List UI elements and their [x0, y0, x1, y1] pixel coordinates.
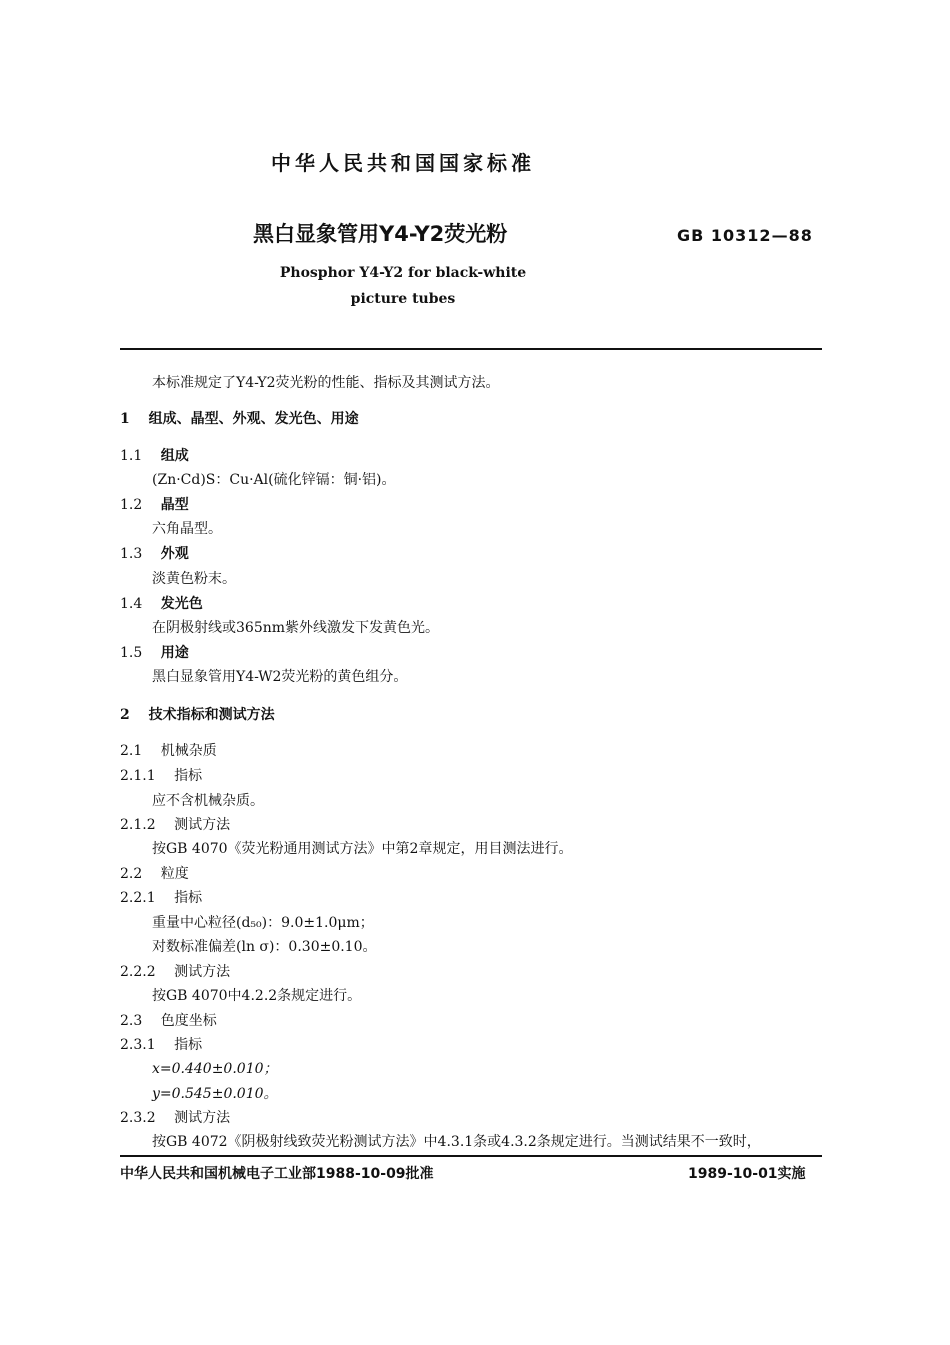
- clause-title: 指标: [174, 768, 203, 784]
- clause-1-4-heading: [120, 593, 203, 613]
- clause-number: 2.3: [120, 1013, 143, 1029]
- clause-title: 色度坐标: [160, 1013, 217, 1029]
- title-en-line2: picture tubes: [350, 291, 456, 307]
- clause-1-1-text: (Zn·Cd)S：Cu·Al(硫化锌镉：铜·铝)。: [152, 472, 396, 488]
- header-rule: [120, 348, 822, 350]
- clause-number: 2.1.1: [120, 768, 156, 784]
- clause-number: 1.1: [120, 448, 143, 464]
- approval-line: 中华人民共和国机械电子工业部1988-10-09批准: [120, 1166, 434, 1182]
- clause-title: 用途: [160, 645, 189, 661]
- clause-2-1-1-heading: [120, 765, 202, 785]
- clause-title: 发光色: [160, 596, 203, 612]
- clause-1-3-text: 淡黄色粉末。: [152, 571, 236, 587]
- clause-number: 1.3: [120, 546, 143, 562]
- clause-number: 2.3.1: [120, 1037, 156, 1053]
- clause-number: 2.1.2: [120, 817, 156, 833]
- chromaticity-x-line: x=0.440±0.010；: [152, 1061, 278, 1077]
- section-2-heading: [120, 704, 275, 724]
- clause-2-1-1-text: 应不含机械杂质。: [152, 793, 264, 809]
- section-title: 技术指标和测试方法: [148, 707, 275, 723]
- clause-number: 2.1: [120, 743, 143, 759]
- clause-2-2-2-text: 按GB 4070中4.2.2条规定进行。: [152, 988, 362, 1004]
- section-number: 1: [120, 411, 130, 427]
- clause-1-2-text: 六角晶型。: [152, 521, 222, 537]
- clause-title: 外观: [160, 546, 189, 562]
- footer-rule: [120, 1155, 822, 1157]
- clause-number: 2.3.2: [120, 1110, 156, 1126]
- standard-number: GB 10312—88: [677, 226, 813, 245]
- clause-1-4-text: 在阴极射线或365nm紫外线激发下发黄色光。: [152, 620, 440, 636]
- clause-2-3-2-heading: [120, 1107, 230, 1127]
- particle-size-line: 重量中心粒径(d₅₀)：9.0±1.0μm；: [152, 915, 374, 931]
- clause-1-1-heading: [120, 445, 189, 465]
- clause-title: 测试方法: [174, 1110, 231, 1126]
- clause-title: 机械杂质: [160, 743, 217, 759]
- clause-number: 1.5: [120, 645, 143, 661]
- clause-title: 组成: [160, 448, 189, 464]
- clause-title: 晶型: [160, 497, 189, 513]
- clause-title: 测试方法: [174, 964, 231, 980]
- clause-2-1-heading: [120, 740, 217, 760]
- intro-text: 本标准规定了Y4-Y2荧光粉的性能、指标及其测试方法。: [152, 375, 500, 391]
- clause-1-2-heading: [120, 494, 189, 514]
- clause-title: 测试方法: [174, 817, 231, 833]
- clause-2-2-1-heading: [120, 887, 202, 907]
- clause-2-2-heading: [120, 863, 189, 883]
- clause-number: 2.2.2: [120, 964, 156, 980]
- clause-2-3-1-heading: [120, 1034, 202, 1054]
- clause-title: 粒度: [160, 866, 189, 882]
- clause-2-1-2-text: 按GB 4070《荧光粉通用测试方法》中第2章规定，用目测法进行。: [152, 841, 573, 857]
- clause-2-3-heading: [120, 1010, 217, 1030]
- section-title: 组成、晶型、外观、发光色、用途: [148, 411, 359, 427]
- clause-1-3-heading: [120, 543, 189, 563]
- log-deviation-line: 对数标准偏差(ln σ)：0.30±0.10。: [152, 939, 377, 955]
- chromaticity-y-line: y=0.545±0.010。: [152, 1086, 278, 1102]
- clause-1-5-text: 黑白显象管用Y4-W2荧光粉的黄色组分。: [152, 669, 408, 685]
- clause-number: 1.2: [120, 497, 143, 513]
- clause-title: 指标: [174, 890, 203, 906]
- clause-2-3-2-text: 按GB 4072《阴极射线致荧光粉测试方法》中4.3.1条或4.3.2条规定进行。当测试结果不一致时，: [152, 1134, 761, 1150]
- national-standard-heading: 中华人民共和国国家标准: [271, 151, 535, 175]
- title-en-line1: Phosphor Y4-Y2 for black-white: [279, 265, 527, 281]
- title-cn: 黑白显象管用Y4-Y2荧光粉: [253, 222, 508, 246]
- clause-number: 1.4: [120, 596, 143, 612]
- implementation-date: 1989-10-01实施: [688, 1166, 806, 1182]
- clause-2-2-2-heading: [120, 961, 230, 981]
- clause-1-5-heading: [120, 642, 189, 662]
- clause-title: 指标: [174, 1037, 203, 1053]
- clause-2-1-2-heading: [120, 814, 230, 834]
- clause-number: 2.2: [120, 866, 143, 882]
- clause-number: 2.2.1: [120, 890, 156, 906]
- section-number: 2: [120, 707, 130, 723]
- section-1-heading: [120, 408, 359, 428]
